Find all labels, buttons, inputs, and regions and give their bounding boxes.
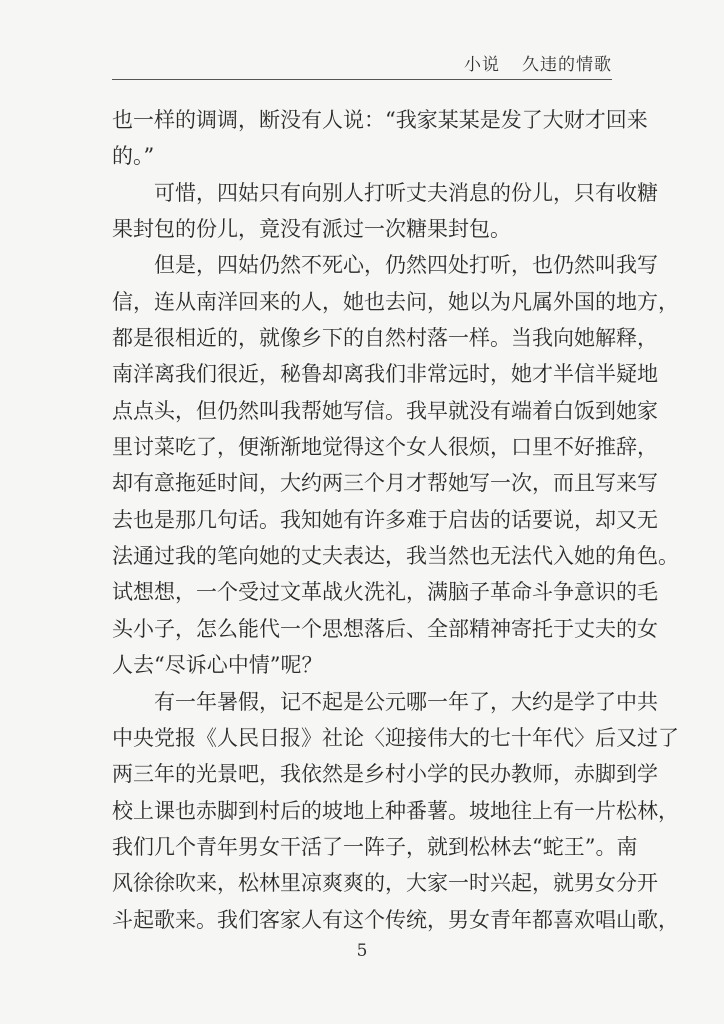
text-line: 头小子，怎么能代一个思想落后、全部精神寄托于丈夫的女: [112, 616, 658, 641]
text-line: 里讨菜吃了，便渐渐地觉得这个女人很烦，口里不好推辞，: [112, 435, 658, 460]
text-line: 我们几个青年男女干活了一阵子，就到松林去“蛇王”。南: [112, 834, 638, 859]
text-line: 斗起歌来。我们客家人有这个传统，男女青年都喜欢唱山歌，: [112, 907, 679, 932]
text-line: 试想想，一个受过文革战火洗礼，满脑子革命斗争意识的毛: [112, 580, 658, 605]
text-line: 信，连从南洋回来的人，她也去问，她以为凡属外国的地方，: [112, 289, 679, 314]
text-line: 中央党报《人民日报》社论〈迎接伟大的七十年代〉后又过了: [112, 725, 679, 750]
text-line: 点点头，但仍然叫我帮她写信。我早就没有端着白饭到她家: [112, 398, 658, 423]
header-rule: [112, 79, 612, 80]
body-text: [112, 102, 679, 938]
text-line: 但是，四姑仍然不死心，仍然四处打听，也仍然叫我写: [154, 253, 658, 278]
header-section-label: 小说: [464, 55, 500, 75]
header-story-title: 久违的情歌: [522, 55, 612, 75]
text-line: 的。”: [112, 144, 155, 169]
text-line: 法通过我的笔向她的丈夫表达，我当然也无法代入她的角色。: [112, 544, 679, 569]
text-line: 校上课也赤脚到村后的坡地上种番薯。坡地往上有一片松林，: [112, 798, 679, 823]
text-line: 风徐徐吹来，松林里凉爽爽的，大家一时兴起，就男女分开: [112, 871, 658, 896]
text-line: 有一年暑假，记不起是公元哪一年了，大约是学了中共: [154, 689, 658, 714]
running-header: [464, 50, 612, 75]
text-line: 人去“尽诉心中情”呢？: [112, 653, 323, 678]
text-line: 两三年的光景吧，我依然是乡村小学的民办教师，赤脚到学: [112, 762, 658, 787]
text-line: 南洋离我们很近，秘鲁却离我们非常远时，她才半信半疑地: [112, 362, 658, 387]
text-line: 果封包的份儿，竟没有派过一次糖果封包。: [112, 217, 511, 242]
page-number: 5: [356, 941, 368, 961]
text-line: 可惜，四姑只有向别人打听丈夫消息的份儿，只有收糖: [154, 180, 658, 205]
text-line: 却有意拖延时间，大约两三个月才帮她写一次，而且写来写: [112, 471, 658, 496]
text-line: 也一样的调调，断没有人说：“我家某某是发了大财才回来: [112, 108, 648, 132]
text-line: 去也是那几句话。我知她有许多难于启齿的话要说，却又无: [112, 507, 658, 532]
text-line: 都是很相近的，就像乡下的自然村落一样。当我向她解释，: [112, 326, 658, 351]
